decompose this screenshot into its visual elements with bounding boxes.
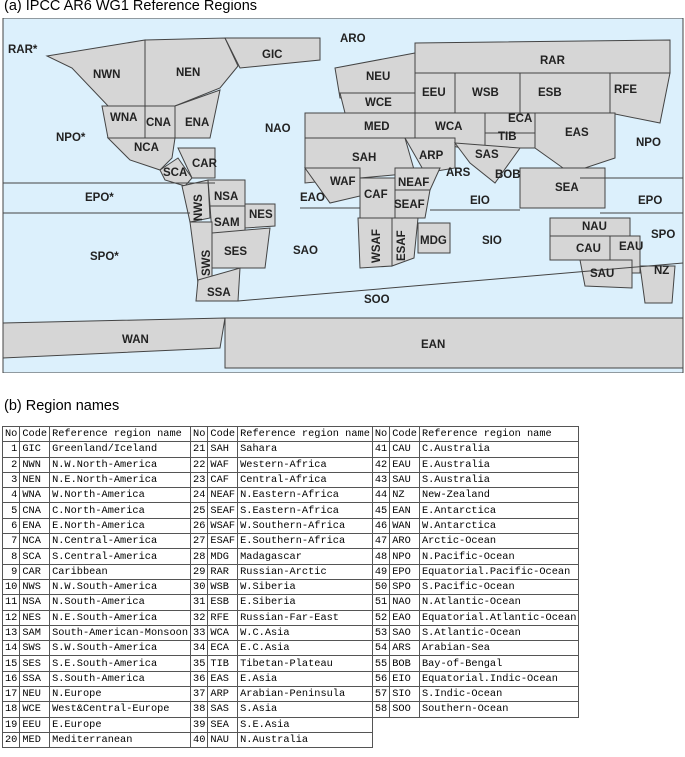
label-waf: WAF <box>330 176 356 188</box>
region-names-table <box>2 426 579 748</box>
label-soo: SOO <box>364 294 390 306</box>
cell-no: 43 <box>372 472 389 487</box>
header-no: No <box>372 427 389 442</box>
cell-empty <box>419 732 578 747</box>
label-esb: ESB <box>538 87 562 99</box>
cell-code: ARS <box>390 641 420 656</box>
cell-no: 58 <box>372 702 389 717</box>
reference-regions-map <box>0 18 685 373</box>
label-nz: NZ <box>654 265 670 277</box>
cell-code: SES <box>20 656 50 671</box>
cell-code: BOB <box>390 656 420 671</box>
table-row <box>3 488 579 503</box>
cell-name: Russian-Far-East <box>238 610 373 625</box>
cell-code: ARP <box>208 687 238 702</box>
cell-no: 11 <box>3 595 20 610</box>
cell-code: SSA <box>20 671 50 686</box>
cell-no: 46 <box>372 518 389 533</box>
cell-no: 14 <box>3 641 20 656</box>
cell-name: Equatorial.Indic-Ocean <box>419 671 578 686</box>
cell-code: CAR <box>20 564 50 579</box>
table-row <box>3 625 579 640</box>
cell-no: 31 <box>191 595 208 610</box>
cell-code: CAF <box>208 472 238 487</box>
cell-no: 52 <box>372 610 389 625</box>
cell-code: NSA <box>20 595 50 610</box>
label-nca: NCA <box>134 142 159 154</box>
cell-no: 23 <box>191 472 208 487</box>
cell-name: Bay-of-Bengal <box>419 656 578 671</box>
cell-name: E.Europe <box>50 717 191 732</box>
cell-code: NES <box>20 610 50 625</box>
cell-code: CAU <box>390 442 420 457</box>
cell-no: 22 <box>191 457 208 472</box>
label-sca: SCA <box>163 167 188 179</box>
cell-code: EAS <box>208 671 238 686</box>
cell-no: 28 <box>191 549 208 564</box>
cell-name: Greenland/Iceland <box>50 442 191 457</box>
cell-code: SCA <box>20 549 50 564</box>
label-wna: WNA <box>110 112 138 124</box>
cell-no: 38 <box>191 702 208 717</box>
cell-no: 36 <box>191 671 208 686</box>
cell-code: TIB <box>208 656 238 671</box>
table-row <box>3 641 579 656</box>
cell-name: W.C.Asia <box>238 625 373 640</box>
cell-no: 19 <box>3 717 20 732</box>
cell-code: CNA <box>20 503 50 518</box>
label-ean: EAN <box>421 339 446 351</box>
cell-name: N.South-America <box>50 595 191 610</box>
cell-code: RAR <box>208 564 238 579</box>
cell-name: S.Indic-Ocean <box>419 687 578 702</box>
cell-name: S.Central-America <box>50 549 191 564</box>
label-aro: ARO <box>340 33 366 45</box>
cell-no: 35 <box>191 656 208 671</box>
cell-no: 3 <box>3 472 20 487</box>
table-row <box>3 442 579 457</box>
table-row <box>3 564 579 579</box>
cell-no: 4 <box>3 488 20 503</box>
cell-name: Caribbean <box>50 564 191 579</box>
cell-name: Arabian-Peninsula <box>238 687 373 702</box>
cell-name: S.Asia <box>238 702 373 717</box>
label-nao: NAO <box>265 123 291 135</box>
cell-name: Mediterranean <box>50 732 191 747</box>
cell-name: C.North-America <box>50 503 191 518</box>
label-neu: NEU <box>366 71 391 83</box>
cell-code: NCA <box>20 534 50 549</box>
label-nsa: NSA <box>214 191 239 203</box>
cell-name: S.E.South-America <box>50 656 191 671</box>
label-rfe: RFE <box>614 84 637 96</box>
label-cna: CNA <box>146 117 171 129</box>
cell-no: 25 <box>191 503 208 518</box>
cell-code: NPO <box>390 549 420 564</box>
cell-no: 7 <box>3 534 20 549</box>
cell-code: SAO <box>390 625 420 640</box>
label-rar-star: RAR* <box>8 44 38 56</box>
cell-empty <box>390 732 420 747</box>
table-row <box>3 549 579 564</box>
label-nau: NAU <box>582 221 607 233</box>
cell-code: EIO <box>390 671 420 686</box>
label-nes: NES <box>249 209 273 221</box>
label-bob: BOB <box>495 169 521 181</box>
label-eio: EIO <box>470 195 490 207</box>
label-nws: NWS <box>193 194 205 221</box>
cell-name: N.E.South-America <box>50 610 191 625</box>
cell-name: N.Atlantic-Ocean <box>419 595 578 610</box>
cell-name: N.Australia <box>238 732 373 747</box>
table-row <box>3 687 579 702</box>
label-npo: NPO <box>636 137 661 149</box>
cell-name: Madagascar <box>238 549 373 564</box>
header-name: Reference region name <box>238 427 373 442</box>
region-ean <box>225 318 683 368</box>
cell-code: MDG <box>208 549 238 564</box>
header-code: Code <box>390 427 420 442</box>
header-name: Reference region name <box>419 427 578 442</box>
cell-code: SAU <box>390 472 420 487</box>
cell-name: N.W.North-America <box>50 457 191 472</box>
cell-no: 12 <box>3 610 20 625</box>
cell-name: W.Siberia <box>238 579 373 594</box>
label-caf: CAF <box>364 189 388 201</box>
table-row <box>3 671 579 686</box>
cell-name: W.North-America <box>50 488 191 503</box>
cell-no: 49 <box>372 564 389 579</box>
cell-code: WAF <box>208 457 238 472</box>
table-header-row <box>3 427 579 442</box>
cell-name: S.E.Asia <box>238 717 373 732</box>
table-row <box>3 579 579 594</box>
cell-name: S.South-America <box>50 671 191 686</box>
label-ena: ENA <box>185 117 210 129</box>
cell-code: NAO <box>390 595 420 610</box>
label-sio: SIO <box>482 235 502 247</box>
label-epo: EPO <box>638 195 663 207</box>
cell-no: 8 <box>3 549 20 564</box>
header-code: Code <box>20 427 50 442</box>
label-eao: EAO <box>300 192 325 204</box>
cell-empty <box>372 732 389 747</box>
cell-code: MED <box>20 732 50 747</box>
label-wsaf: WSAF <box>371 229 383 263</box>
cell-no: 54 <box>372 641 389 656</box>
label-wce: WCE <box>365 97 392 109</box>
cell-code: WSB <box>208 579 238 594</box>
label-sah: SAH <box>352 152 377 164</box>
header-code: Code <box>208 427 238 442</box>
label-ssa: SSA <box>207 287 231 299</box>
cell-name: New-Zealand <box>419 488 578 503</box>
cell-code: SAM <box>20 625 50 640</box>
cell-name: South-American-Monsoon <box>50 625 191 640</box>
cell-no: 20 <box>3 732 20 747</box>
label-sau: SAU <box>590 268 615 280</box>
cell-no: 48 <box>372 549 389 564</box>
cell-no: 16 <box>3 671 20 686</box>
cell-name: N.Central-America <box>50 534 191 549</box>
label-wca: WCA <box>435 121 463 133</box>
cell-name: S.Atlantic-Ocean <box>419 625 578 640</box>
cell-code: NEAF <box>208 488 238 503</box>
cell-name: Central-Africa <box>238 472 373 487</box>
cell-code: EEU <box>20 717 50 732</box>
map-title: (a) IPCC AR6 WG1 Reference Regions <box>4 0 258 14</box>
cell-no: 1 <box>3 442 20 457</box>
cell-code: EAO <box>390 610 420 625</box>
cell-no: 18 <box>3 702 20 717</box>
cell-name: Sahara <box>238 442 373 457</box>
cell-name: S.W.South-America <box>50 641 191 656</box>
cell-no: 41 <box>372 442 389 457</box>
cell-no: 15 <box>3 656 20 671</box>
label-ses: SES <box>224 246 248 258</box>
cell-code: SAH <box>208 442 238 457</box>
cell-empty <box>372 717 389 732</box>
header-no: No <box>191 427 208 442</box>
cell-no: 45 <box>372 503 389 518</box>
table-title: (b) Region names <box>4 398 120 414</box>
label-neaf: NEAF <box>398 177 430 189</box>
cell-name: S.Pacific-Ocean <box>419 579 578 594</box>
cell-name: N.E.North-America <box>50 472 191 487</box>
cell-name: Equatorial.Atlantic-Ocean <box>419 610 578 625</box>
cell-no: 55 <box>372 656 389 671</box>
label-cau: CAU <box>576 243 601 255</box>
label-med: MED <box>364 121 390 133</box>
cell-code: ESB <box>208 595 238 610</box>
label-car: CAR <box>192 158 217 170</box>
cell-no: 24 <box>191 488 208 503</box>
cell-no: 32 <box>191 610 208 625</box>
cell-name: Equatorial.Pacific-Ocean <box>419 564 578 579</box>
label-wsb: WSB <box>472 87 499 99</box>
cell-code: ESAF <box>208 534 238 549</box>
label-sea: SEA <box>555 182 579 194</box>
label-eca: ECA <box>508 113 533 125</box>
table-row <box>3 503 579 518</box>
region-med <box>305 113 415 138</box>
cell-no: 9 <box>3 564 20 579</box>
cell-code: NAU <box>208 732 238 747</box>
cell-code: EPO <box>390 564 420 579</box>
cell-name: Russian-Arctic <box>238 564 373 579</box>
region-esb <box>520 73 610 113</box>
label-sws: SWS <box>201 249 213 276</box>
cell-no: 40 <box>191 732 208 747</box>
label-eas: EAS <box>565 127 589 139</box>
cell-code: EAN <box>390 503 420 518</box>
label-sao: SAO <box>293 245 318 257</box>
cell-name: W.Antarctica <box>419 518 578 533</box>
table-row <box>3 717 579 732</box>
cell-code: SOO <box>390 702 420 717</box>
cell-code: ECA <box>208 641 238 656</box>
cell-name: E.C.Asia <box>238 641 373 656</box>
table-row <box>3 472 579 487</box>
label-eeu: EEU <box>422 87 446 99</box>
cell-empty <box>390 717 420 732</box>
label-nwn: NWN <box>93 69 121 81</box>
label-mdg: MDG <box>420 235 447 247</box>
cell-no: 51 <box>372 595 389 610</box>
cell-name: E.Siberia <box>238 595 373 610</box>
cell-code: NWS <box>20 579 50 594</box>
label-sas: SAS <box>475 149 499 161</box>
table-row <box>3 702 579 717</box>
cell-code: EAU <box>390 457 420 472</box>
cell-no: 13 <box>3 625 20 640</box>
cell-code: GIC <box>20 442 50 457</box>
cell-name: C.Australia <box>419 442 578 457</box>
cell-name: Western-Africa <box>238 457 373 472</box>
cell-no: 30 <box>191 579 208 594</box>
label-esaf: ESAF <box>396 230 408 261</box>
cell-code: WNA <box>20 488 50 503</box>
cell-name: Tibetan-Plateau <box>238 656 373 671</box>
label-seaf: SEAF <box>394 199 425 211</box>
cell-no: 2 <box>3 457 20 472</box>
cell-no: 17 <box>3 687 20 702</box>
label-gic: GIC <box>262 49 283 61</box>
cell-code: NWN <box>20 457 50 472</box>
cell-code: RFE <box>208 610 238 625</box>
cell-name: Southern-Ocean <box>419 702 578 717</box>
cell-name: N.Europe <box>50 687 191 702</box>
cell-no: 5 <box>3 503 20 518</box>
label-tib: TIB <box>498 131 517 143</box>
cell-name: E.Asia <box>238 671 373 686</box>
table-row <box>3 534 579 549</box>
cell-name: E.Antarctica <box>419 503 578 518</box>
label-wan: WAN <box>122 334 149 346</box>
cell-code: NEN <box>20 472 50 487</box>
cell-name: E.Australia <box>419 457 578 472</box>
cell-no: 29 <box>191 564 208 579</box>
cell-code: ENA <box>20 518 50 533</box>
table-row <box>3 595 579 610</box>
cell-code: WCA <box>208 625 238 640</box>
cell-no: 34 <box>191 641 208 656</box>
cell-name: N.W.South-America <box>50 579 191 594</box>
cell-no: 39 <box>191 717 208 732</box>
cell-code: WSAF <box>208 518 238 533</box>
cell-name: West&Central-Europe <box>50 702 191 717</box>
table-row <box>3 656 579 671</box>
cell-name: E.Southern-Africa <box>238 534 373 549</box>
cell-no: 10 <box>3 579 20 594</box>
cell-no: 47 <box>372 534 389 549</box>
cell-name: N.Eastern-Africa <box>238 488 373 503</box>
cell-name: Arctic-Ocean <box>419 534 578 549</box>
label-nen: NEN <box>176 67 201 79</box>
cell-no: 27 <box>191 534 208 549</box>
cell-code: NZ <box>390 488 420 503</box>
cell-no: 6 <box>3 518 20 533</box>
cell-code: SPO <box>390 579 420 594</box>
cell-code: NEU <box>20 687 50 702</box>
cell-no: 44 <box>372 488 389 503</box>
cell-code: WCE <box>20 702 50 717</box>
cell-code: WAN <box>390 518 420 533</box>
cell-no: 33 <box>191 625 208 640</box>
cell-name: S.Eastern-Africa <box>238 503 373 518</box>
cell-no: 37 <box>191 687 208 702</box>
cell-code: SEA <box>208 717 238 732</box>
label-sam: SAM <box>214 217 240 229</box>
cell-code: SAS <box>208 702 238 717</box>
label-spo: SPO <box>651 229 676 241</box>
cell-no: 26 <box>191 518 208 533</box>
label-eau: EAU <box>619 241 644 253</box>
table-row <box>3 457 579 472</box>
cell-no: 53 <box>372 625 389 640</box>
label-npo-star: NPO* <box>56 132 86 144</box>
cell-name: W.Southern-Africa <box>238 518 373 533</box>
label-arp: ARP <box>419 150 444 162</box>
cell-no: 56 <box>372 671 389 686</box>
table-row <box>3 610 579 625</box>
header-name: Reference region name <box>50 427 191 442</box>
label-ars: ARS <box>446 167 471 179</box>
cell-name: E.North-America <box>50 518 191 533</box>
cell-no: 57 <box>372 687 389 702</box>
cell-empty <box>419 717 578 732</box>
label-rar: RAR <box>540 55 565 67</box>
cell-code: SEAF <box>208 503 238 518</box>
cell-code: ARO <box>390 534 420 549</box>
cell-no: 42 <box>372 457 389 472</box>
cell-name: N.Pacific-Ocean <box>419 549 578 564</box>
header-no: No <box>3 427 20 442</box>
table-row <box>3 518 579 533</box>
label-epo-star: EPO* <box>85 192 114 204</box>
cell-no: 21 <box>191 442 208 457</box>
table-row <box>3 732 579 747</box>
cell-code: SWS <box>20 641 50 656</box>
cell-name: S.Australia <box>419 472 578 487</box>
cell-code: SIO <box>390 687 420 702</box>
cell-no: 50 <box>372 579 389 594</box>
label-spo-star: SPO* <box>90 251 119 263</box>
cell-name: Arabian-Sea <box>419 641 578 656</box>
